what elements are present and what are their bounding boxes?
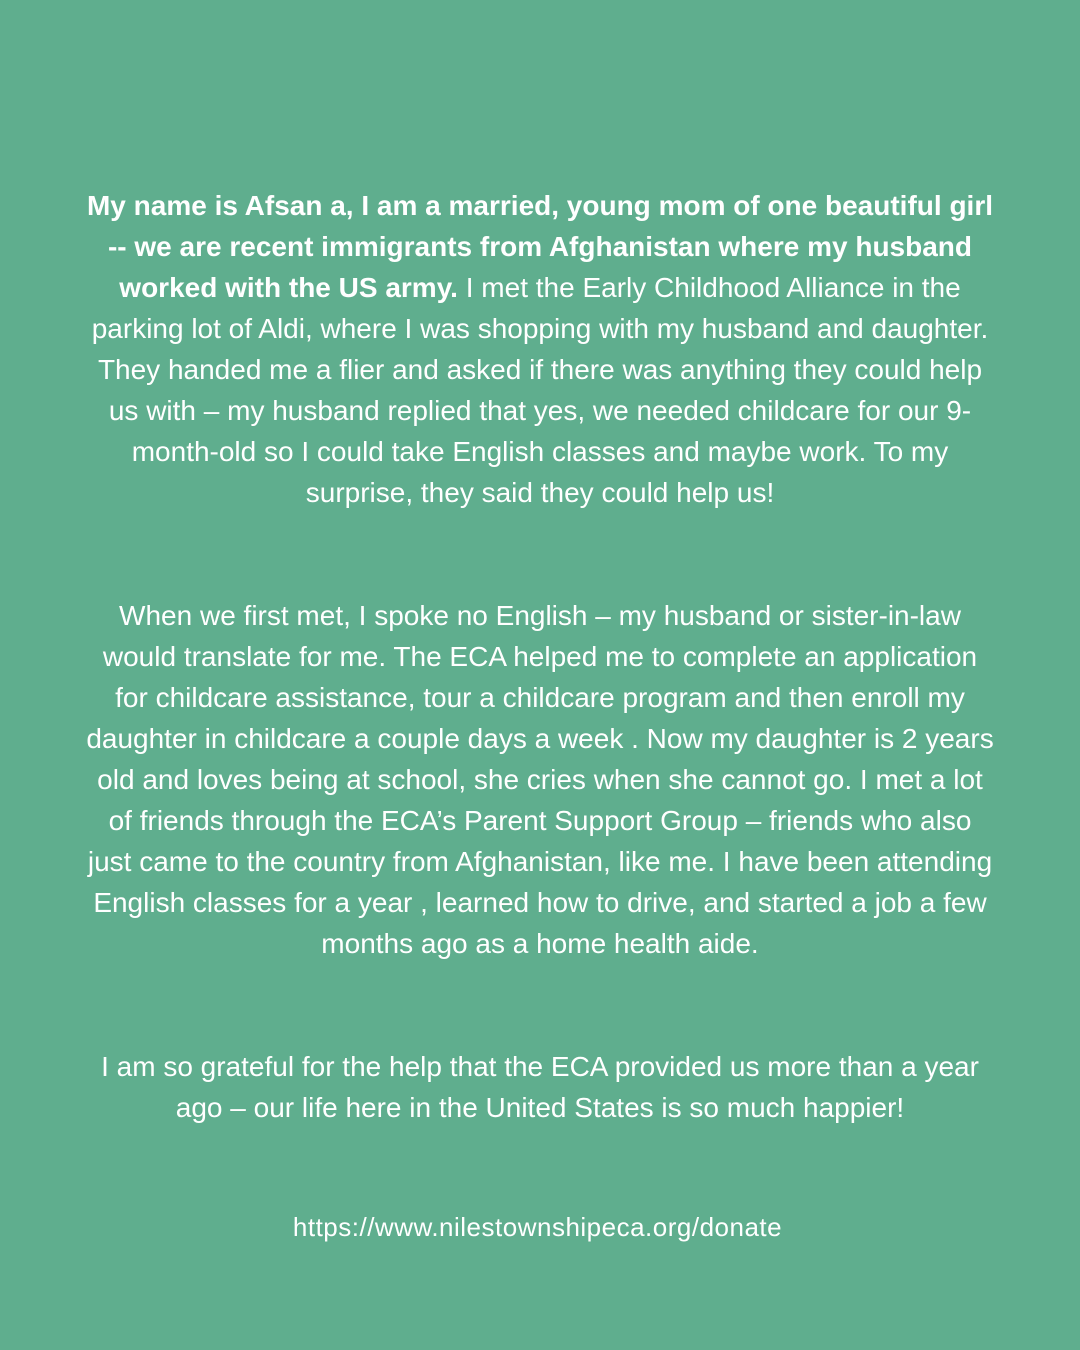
story-paragraph-intro <box>85 185 995 513</box>
story-paragraph-2: When we first met, I spoke no English – my husband or sister-in-law would translate for me. The ECA helped me to complete an application for childcare assistance, tour a childcare program and then enroll my daughter in childcare a couple days a week . Now my daughter is 2 years old and loves being at school, she cries when she cannot go. I met a lot of friends through the ECA’s Parent Support Group – friends who also just came to the country from Afghanistan, like me. I have been attending English classes for a year , learned how to drive, and started a job a few months ago as a home health aide. <box>86 600 994 959</box>
testimonial-text <box>85 144 995 1169</box>
story-paragraph-3: I am so grateful for the help that the ECA provided us more than a year ago – our life here in the United States is so much happier! <box>101 1051 979 1123</box>
story-intro-rest: I met the Early Childhood Alliance in the parking lot of Aldi, where I was shopping with my husband and daughter. They handed me a flier and asked if there was anything they could help us with – my husband replied that yes, we needed childcare for our 9-month-old so I could take English classes and maybe work. To my surprise, they said they could help us! <box>91 272 989 508</box>
donate-url: https://www.nilestownshipeca.org/donate <box>292 1212 783 1242</box>
story-intro-bold: My name is Afsan a, I am a married, young mom of one beautiful girl -- we are recent immigrants from Afghanistan where my husband worked with the US army. <box>86 190 994 303</box>
